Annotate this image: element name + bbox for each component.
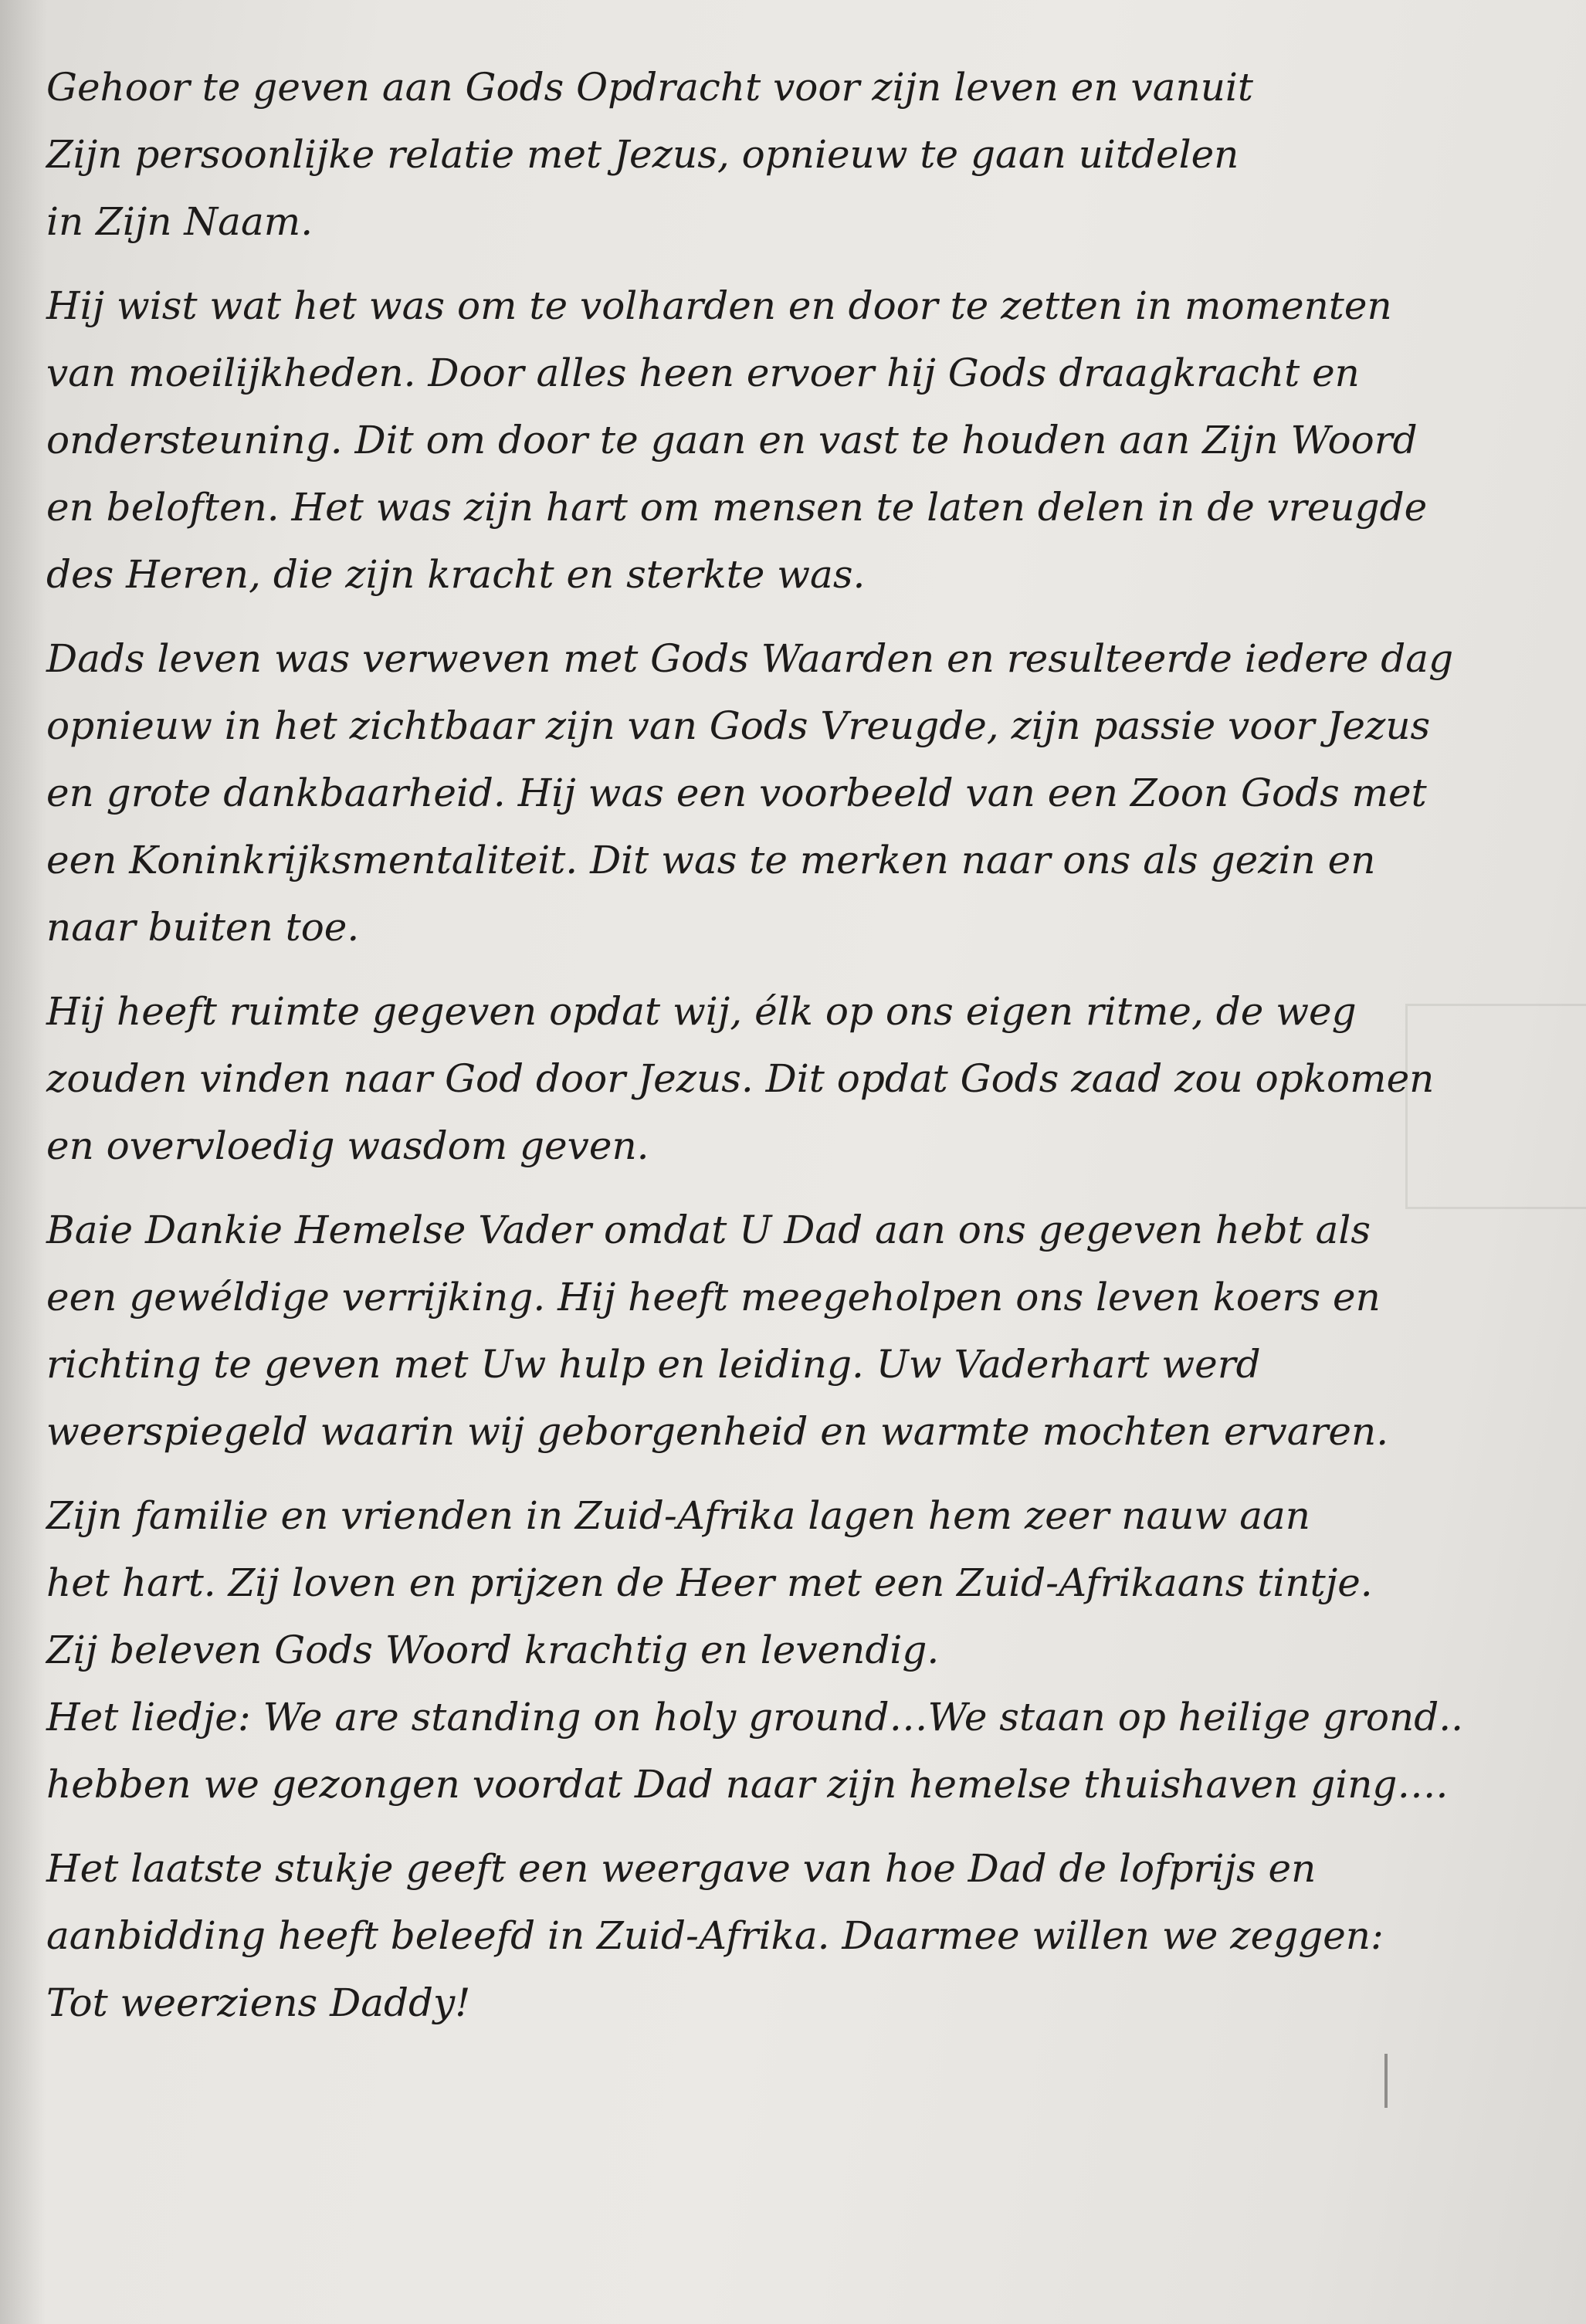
text-line: Hij wist wat het was om te volharden en door te zetten in momenten	[46, 283, 1392, 328]
text-line: Het laatste stukje geeft een weergave van hoe Dad de lofprijs en	[46, 1846, 1317, 1891]
paragraph-5	[46, 1197, 1544, 1465]
text-line: hebben we gezongen voordat Dad naar zijn hemelse thuishaven ging….	[46, 1762, 1449, 1807]
paragraph-1	[46, 54, 1544, 256]
text-line: Zij beleven Gods Woord krachtig en levendig.	[46, 1628, 940, 1672]
text-line: zouden vinden naar God door Jezus. Dit opdat Gods zaad zou opkomen	[46, 1056, 1435, 1101]
text-line: Zijn familie en vrienden in Zuid-Afrika lagen hem zeer nauw aan	[46, 1493, 1311, 1538]
text-line: en overvloedig wasdom geven.	[46, 1123, 649, 1168]
text-line: in Zijn Naam.	[46, 199, 313, 244]
text-line: Dads leven was verweven met Gods Waarden en resulteerde iedere dag	[46, 636, 1454, 681]
text-line: een gewéldige verrijking. Hij heeft meegeholpen ons leven koers en	[46, 1275, 1381, 1320]
text-line: weerspiegeld waarin wij geborgenheid en warmte mochten ervaren.	[46, 1409, 1389, 1454]
text-line: Gehoor te geven aan Gods Opdracht voor zijn leven en vanuit	[46, 65, 1253, 110]
text-line: Baie Dankie Hemelse Vader omdat U Dad aan ons gegeven hebt als	[46, 1208, 1371, 1252]
paragraph-4	[46, 978, 1544, 1180]
text-line: naar buiten toe.	[46, 905, 360, 950]
text-line: ondersteuning. Dit om door te gaan en vast te houden aan Zijn Woord	[46, 418, 1418, 462]
text-line: richting te geven met Uw hulp en leiding. Uw Vaderhart werd	[46, 1342, 1261, 1387]
page-edge-shadow	[0, 0, 46, 2324]
body-text	[46, 54, 1544, 2054]
page-mark	[1384, 2054, 1388, 2108]
text-line: Tot weerziens Daddy!	[46, 1980, 471, 2025]
text-line: Het liedje: We are standing on holy ground…We staan op heilige grond..	[46, 1695, 1464, 1740]
text-line: en beloften. Het was zijn hart om mensen te laten delen in de vreugde	[46, 485, 1428, 530]
text-line: des Heren, die zijn kracht en sterkte was.	[46, 552, 866, 597]
text-line: Zijn persoonlijke relatie met Jezus, opnieuw te gaan uitdelen	[46, 132, 1239, 177]
text-line: en grote dankbaarheid. Hij was een voorbeeld van een Zoon Gods met	[46, 771, 1427, 815]
paragraph-6	[46, 1482, 1544, 1818]
text-line: het hart. Zij loven en prijzen de Heer met een Zuid-Afrikaans tintje.	[46, 1560, 1373, 1605]
text-line: een Koninkrijksmentaliteit. Dit was te merken naar ons als gezin en	[46, 838, 1376, 883]
paragraph-7	[46, 1835, 1544, 2037]
paragraph-3	[46, 625, 1544, 961]
paragraph-2	[46, 273, 1544, 608]
text-line: van moeilijkheden. Door alles heen ervoer hij Gods draagkracht en	[46, 351, 1360, 395]
text-line: opnieuw in het zichtbaar zijn van Gods Vreugde, zijn passie voor Jezus	[46, 703, 1431, 748]
text-line: aanbidding heeft beleefd in Zuid-Afrika. Daarmee willen we zeggen:	[46, 1913, 1384, 1958]
text-line: Hij heeft ruimte gegeven opdat wij, élk op ons eigen ritme, de weg	[46, 989, 1357, 1034]
